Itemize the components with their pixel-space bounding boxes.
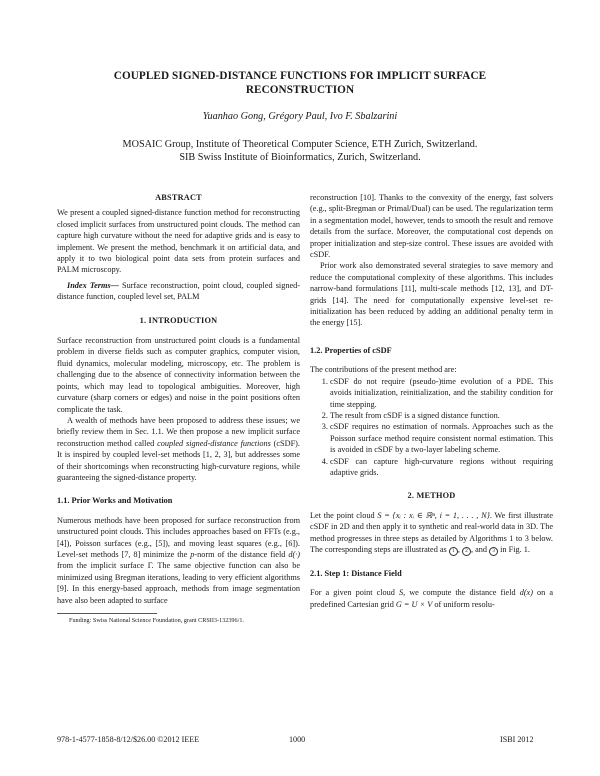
- right-paragraph-2: Prior work also demonstrated several strategies to save memory and reduce the computational complexity of these algorithms. This includes narrow-band formulations [11], multi-scale methods [12, 13], and DT-grids [14]. The need for computationally expensive level-set re-initialization has been reduced by adding an additional penalty term in the energy [15].: [310, 261, 553, 328]
- step-3-circle-icon: 3: [489, 547, 498, 556]
- step1-paragraph: [310, 587, 553, 610]
- intro-p2-part-b: (cSDF). It is inspired by coupled level-set methods [1, 2, 3], but addresses some of their shortcomings when reconstructing high-curvature regions, while guaranteeing the signed-distance property.: [57, 438, 300, 482]
- step1-part-c: on a predefined Cartesian grid: [310, 588, 553, 609]
- index-terms-label: Index Terms—: [67, 280, 119, 290]
- method-part-a: Let the point cloud: [310, 510, 378, 520]
- list-item: 3. cSDF requires no estimation of normals. Approaches such as the Poisson surface method require consistent normal estimation. This is avoided in cSDF by a two-layer labeling scheme.: [330, 421, 553, 455]
- prior-math-d: d(·): [288, 549, 300, 559]
- prior-part-c: from the implicit surface Γ. The same objective function can also be minimized using Bregman iterations, leading to very efficient algorithms [9]. In this energy-based approach, methods from image segmentation have also been adapted to surface: [57, 561, 300, 605]
- step1-part-b: , we compute the distance field: [403, 588, 520, 598]
- step1-math-g: G = U × V: [395, 599, 433, 609]
- prior-part-a: Numerous methods have been proposed for surface reconstruction from unstructured point clouds. This includes approaches based on FFTs (e.g., [4]), Poisson surfaces (e.g., [5]), and moving least squares (e.g., [6]). Level-set methods [7, 8] minimize the: [57, 515, 300, 559]
- left-column: [57, 192, 300, 625]
- properties-list: [310, 376, 553, 479]
- step1-math-dx: d(x): [519, 588, 533, 598]
- affiliation-line-1: MOSAIC Group, Institute of Theoretical Computer Science, ETH Zurich, Switzerland.: [122, 139, 478, 150]
- footer-isbn: 978-1-4577-1858-8/12/$26.00 ©2012 IEEE: [57, 735, 200, 744]
- footer-venue: ISBI 2012: [500, 735, 534, 744]
- step-1-circle-icon: 1: [449, 547, 458, 556]
- right-column: [310, 192, 553, 610]
- prior-math-p: p: [190, 549, 195, 559]
- properties-heading: 1.2. Properties of cSDF: [310, 345, 392, 355]
- intro-heading: 1. INTRODUCTION: [139, 315, 218, 325]
- intro-p2-emphasis: coupled signed-distance functions: [157, 438, 271, 448]
- authors: Yuanhao Gong, Grégory Paul, Ivo F. Sbalzarini: [202, 111, 398, 122]
- method-paragraph: Let the point cloud S = {xᵢ : xᵢ ∈ ℝⁿ, i = 1, . . . , N}. We first illustrate cSDF in 2D and then apply it to synthetic and real-world data in 3D. The method progresses in three steps as detailed by Algorithms 1 to 3 below. The corresponding steps are illustrated as 1 , 2 , and 3 in Fig. 1.: [310, 510, 553, 554]
- prior-paragraph: [57, 515, 300, 606]
- method-heading: 2. METHOD: [407, 491, 456, 501]
- intro-paragraph-2: [57, 415, 300, 483]
- method-part-d: in Fig. 1.: [498, 544, 530, 554]
- abstract-text: We present a coupled signed-distance function method for reconstructing closed implicit surfaces from unstructured point clouds. The method can capture high curvature without the need for adaptive grids and is easy to implement. We present the method, benchmark it on artificial data, and apply it to two biological point data sets from protein surfaces and PALM microscopy.: [57, 208, 300, 275]
- index-terms-text: Surface reconstruction, point cloud, coupled signed-distance function, coupled level set, PALM: [57, 280, 301, 302]
- footnote-rule: [57, 613, 157, 614]
- affiliation-line-2: SIB Swiss Institute of Bioinformatics, Zurich, Switzerland.: [179, 152, 421, 163]
- step1-part-d: of uniform resolu-: [432, 599, 495, 609]
- step1-math-s: S: [398, 588, 404, 598]
- method-math-set: S = {xᵢ : xᵢ ∈ ℝⁿ, i = 1, . . . , N}: [377, 510, 490, 520]
- right-paragraph-1: reconstruction [10]. Thanks to the convexity of the energy, fast solvers (e.g., split-Bregman or Primal/Dual) can be used. The regularization term in a segmentation model, however, tends to smooth the result and remove details from the surface. Moreover, the computational cost depends on proper initialization and step-size control. These issues are avoided with cSDF.: [310, 193, 553, 260]
- step-2-circle-icon: 2: [462, 547, 471, 556]
- intro-p2-part-a: A wealth of methods have been proposed to address these issues; we briefly review them in Sec. 1.1. We then propose a new implicit surface reconstruction method called: [57, 415, 300, 448]
- list-item: 2. The result from cSDF is a signed distance function.: [330, 410, 553, 421]
- index-terms: [57, 280, 300, 303]
- prior-part-b: -norm of the distance field: [194, 549, 289, 559]
- abstract-heading: ABSTRACT: [155, 193, 202, 202]
- method-part-b: . We first illustrate cSDF in 2D and then apply it to synthetic and real-world data in 3D. The method progresses in three steps as detailed by Algorithms 1 to 3 below. The corresponding steps are illustrated as: [310, 510, 553, 554]
- prior-heading: 1.1. Prior Works and Motivation: [57, 496, 173, 506]
- step1-heading: 2.1. Step 1: Distance Field: [310, 568, 402, 578]
- method-part-c: , and: [470, 544, 490, 554]
- footer-page-number: 1000: [289, 735, 306, 744]
- properties-intro: The contributions of the present method are:: [310, 365, 457, 375]
- paper-title: COUPLED SIGNED-DISTANCE FUNCTIONS FOR IMPLICIT SURFACE RECONSTRUCTION: [113, 70, 487, 96]
- footnote: Funding: Swiss National Science Foundation, grant CRSII3-132396/1.: [69, 617, 244, 624]
- intro-paragraph-1: Surface reconstruction from unstructured point clouds is a fundamental problem in diverse fields such as computer graphics, computer vision, fluid dynamics, molecular modeling, microscopy, etc. The problem is challenging due to the absence of connectivity information between the points, which may lead to topological ambiguities. Moreover, high curvature (sharp corners or edges) and noise in the point positions often complicate the task.: [57, 336, 300, 414]
- step1-part-a: For a given point cloud: [310, 588, 399, 598]
- list-item: 1. cSDF do not require (pseudo-)time evolution of a PDE. This avoids initialization, reinitialization, and the stability condition for time stepping.: [330, 376, 553, 410]
- list-item: 4. cSDF can capture high-curvature regions without requiring adaptive grids.: [330, 456, 553, 479]
